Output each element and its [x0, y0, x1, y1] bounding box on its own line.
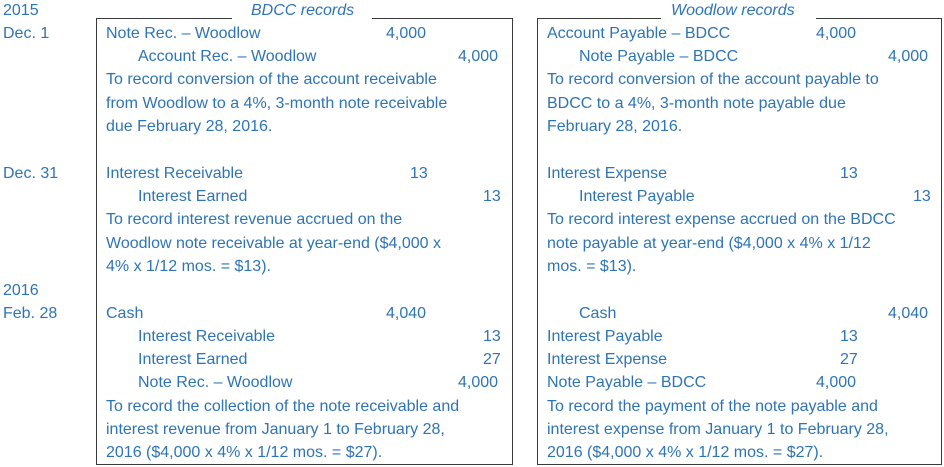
bdcc-frame-top-left [96, 18, 232, 19]
woodlow-e2-credit-account: Interest Payable [579, 188, 695, 205]
bdcc-e2-debit-account: Interest Receivable [106, 165, 243, 182]
bdcc-e2-debit-amount: 13 [410, 165, 428, 182]
woodlow-e2-memo-2: note payable at year-end ($4,000 x 4% x 1/12 [547, 235, 871, 252]
bdcc-e2-memo-3: 4% x 1/12 mos. = $13). [106, 258, 271, 275]
bdcc-e1-credit-amount: 4,000 [458, 48, 499, 65]
woodlow-e1-credit-account: Note Payable – BDCC [579, 48, 739, 65]
date-dec-31: Dec. 31 [3, 165, 59, 182]
bdcc-e1-memo-2: from Woodlow to a 4%, 3-month note receivable [106, 95, 448, 112]
woodlow-e2-memo-3: mos. = $13). [547, 258, 637, 275]
woodlow-e3-debit-amount-1: 13 [840, 328, 858, 345]
woodlow-e3-memo-1: To record the payment of the note payable and [547, 398, 878, 415]
bdcc-e2-memo-1: To record interest revenue accrued on the [106, 211, 403, 228]
bdcc-e3-credit-account-1: Interest Receivable [138, 328, 275, 345]
woodlow-e2-credit-amount: 13 [913, 188, 931, 205]
woodlow-e3-debit-amount-2: 27 [840, 351, 858, 368]
bdcc-e3-credit-amount-3: 4,000 [458, 374, 499, 391]
year-2016: 2016 [3, 282, 39, 299]
bdcc-e2-memo-2: Woodlow note receivable at year-end ($4,000 x [106, 235, 442, 252]
bdcc-e3-credit-account-3: Note Rec. – Woodlow [138, 374, 293, 391]
bdcc-e3-credit-amount-1: 13 [483, 328, 501, 345]
woodlow-frame-top-right [816, 18, 942, 19]
woodlow-e3-debit-amount-3: 4,000 [816, 374, 857, 391]
bdcc-e3-debit-account: Cash [106, 305, 144, 322]
year-2015: 2015 [3, 2, 39, 19]
woodlow-e3-memo-3: 2016 ($4,000 x 4% x 1/12 mos. = $27). [547, 444, 824, 461]
bdcc-e2-credit-amount: 13 [483, 188, 501, 205]
woodlow-e1-memo-2: BDCC to a 4%, 3-month note payable due [547, 95, 846, 112]
woodlow-e2-debit-amount: 13 [840, 165, 858, 182]
bdcc-e3-credit-amount-2: 27 [483, 351, 501, 368]
bdcc-e3-memo-2: interest revenue from January 1 to February 28, [106, 421, 445, 438]
bdcc-e3-debit-amount: 4,040 [386, 305, 427, 322]
woodlow-e3-debit-account-1: Interest Payable [547, 328, 663, 345]
woodlow-e1-memo-1: To record conversion of the account payable to [547, 71, 879, 88]
woodlow-e1-debit-amount: 4,000 [816, 25, 857, 42]
bdcc-records-title: BDCC records [251, 2, 355, 19]
woodlow-e1-credit-amount: 4,000 [888, 48, 929, 65]
woodlow-e3-debit-account-2: Interest Expense [547, 351, 668, 368]
bdcc-frame-top-right [372, 18, 513, 19]
woodlow-e1-debit-account: Account Payable – BDCC [547, 25, 731, 42]
date-dec-1: Dec. 1 [3, 25, 50, 42]
woodlow-e3-cash-amount: 4,040 [888, 305, 929, 322]
bdcc-e1-credit-account: Account Rec. – Woodlow [138, 48, 317, 65]
bdcc-e1-memo-3: due February 28, 2016. [106, 118, 273, 135]
bdcc-e1-debit-account: Note Rec. – Woodlow [106, 25, 261, 42]
woodlow-e2-memo-1: To record interest expense accrued on the BDCC [547, 211, 896, 228]
woodlow-e3-debit-account-3: Note Payable – BDCC [547, 374, 707, 391]
woodlow-records-title: Woodlow records [671, 2, 795, 19]
woodlow-e3-cash-account: Cash [579, 305, 617, 322]
bdcc-e1-memo-1: To record conversion of the account receivable [106, 71, 437, 88]
date-feb-28: Feb. 28 [3, 305, 58, 322]
bdcc-e3-credit-account-2: Interest Earned [138, 351, 248, 368]
bdcc-e3-memo-1: To record the collection of the note receivable and [106, 398, 460, 415]
bdcc-e2-credit-account: Interest Earned [138, 188, 248, 205]
woodlow-e3-memo-2: interest expense from January 1 to February 28, [547, 421, 889, 438]
bdcc-e1-debit-amount: 4,000 [386, 25, 427, 42]
woodlow-e1-memo-3: February 28, 2016. [547, 118, 683, 135]
woodlow-e2-debit-account: Interest Expense [547, 165, 668, 182]
bdcc-e3-memo-3: 2016 ($4,000 x 4% x 1/12 mos. = $27). [106, 444, 383, 461]
woodlow-frame-top-left [537, 18, 661, 19]
